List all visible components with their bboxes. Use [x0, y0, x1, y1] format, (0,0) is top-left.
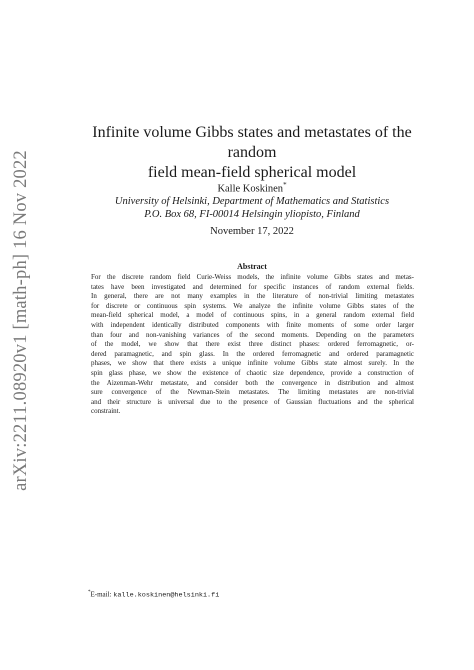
paper-title-line: field mean-field spherical model — [147, 164, 357, 181]
abstract-line: For the discrete random field Curie-Weiss models, the infinite volume Gibbs states and metas- — [91, 273, 414, 281]
email-footnote — [88, 590, 219, 599]
arxiv-identifier-stamp — [6, 140, 36, 500]
abstract-line: sure convergence of the Newman-Stein metastates. The limiting metastates are non-trivial — [91, 388, 414, 397]
footnote-marker: * — [88, 590, 91, 595]
footnote-label: E-mail: — [90, 590, 112, 599]
abstract-line: and their structure is universal due to the presence of Gaussian fluctuations and the spherical — [91, 397, 414, 406]
publication-date: November 17, 2022 — [210, 226, 294, 237]
abstract-line: with independent identically distributed components with finite moments of some order larger — [91, 320, 414, 329]
author-name: Kalle Koskinen — [217, 183, 284, 195]
arxiv-identifier-text: arXiv:2211.08920v1 [math-ph] 16 Nov 2022 — [10, 149, 31, 491]
paper-title-line: Infinite volume Gibbs states and metastates of the random — [92, 124, 412, 161]
author-email-link[interactable]: kalle.koskinen@helsinki.fi — [113, 591, 220, 600]
abstract-line: the Aizenman-Wehr metastate, and consider both the convergence in distribution and almost — [91, 378, 414, 387]
author-line — [70, 181, 434, 195]
abstract-line: mean-field spherical model, a model of continuous spins, in a general random external field — [91, 311, 414, 320]
affiliation — [70, 195, 434, 221]
abstract-line: of the model, we show that there exist three distinct phases: ordered ferromagnetic, or- — [91, 340, 414, 349]
abstract-heading: Abstract — [237, 262, 267, 271]
abstract-line: constraint. — [91, 407, 121, 416]
abstract-line: dered paramagnetic, and spin glass. In the ordered ferromagnetic and ordered paramagnetic — [91, 349, 414, 358]
abstract-line: phases, we show that there exists a unique infinite volume Gibbs state almost surely. In the — [91, 359, 414, 368]
abstract-line: spin glass phase, we show the existence of chaotic size dependence, provide a construction of — [91, 368, 414, 377]
affiliation-line: P.O. Box 68, FI-00014 Helsingin yliopisto, Finland — [144, 209, 360, 220]
abstract-line: In general, there are not many examples in the literature of non-trivial limiting metastates — [91, 292, 414, 301]
author-footnote-marker: * — [283, 181, 287, 189]
paper-title — [70, 123, 434, 183]
affiliation-line: University of Helsinki, Department of Mathematics and Statistics — [114, 196, 390, 207]
abstract-line: tates have been investigated and determined for specific instances of random external fields. — [91, 282, 414, 291]
abstract-body — [91, 273, 414, 417]
abstract-line: for discrete or continuous spin systems. We analyze the infinite volume Gibbs states of the — [91, 301, 414, 310]
abstract-line: than four and non-vanishing variances of the second moments. Depending on the parameters — [91, 330, 414, 339]
